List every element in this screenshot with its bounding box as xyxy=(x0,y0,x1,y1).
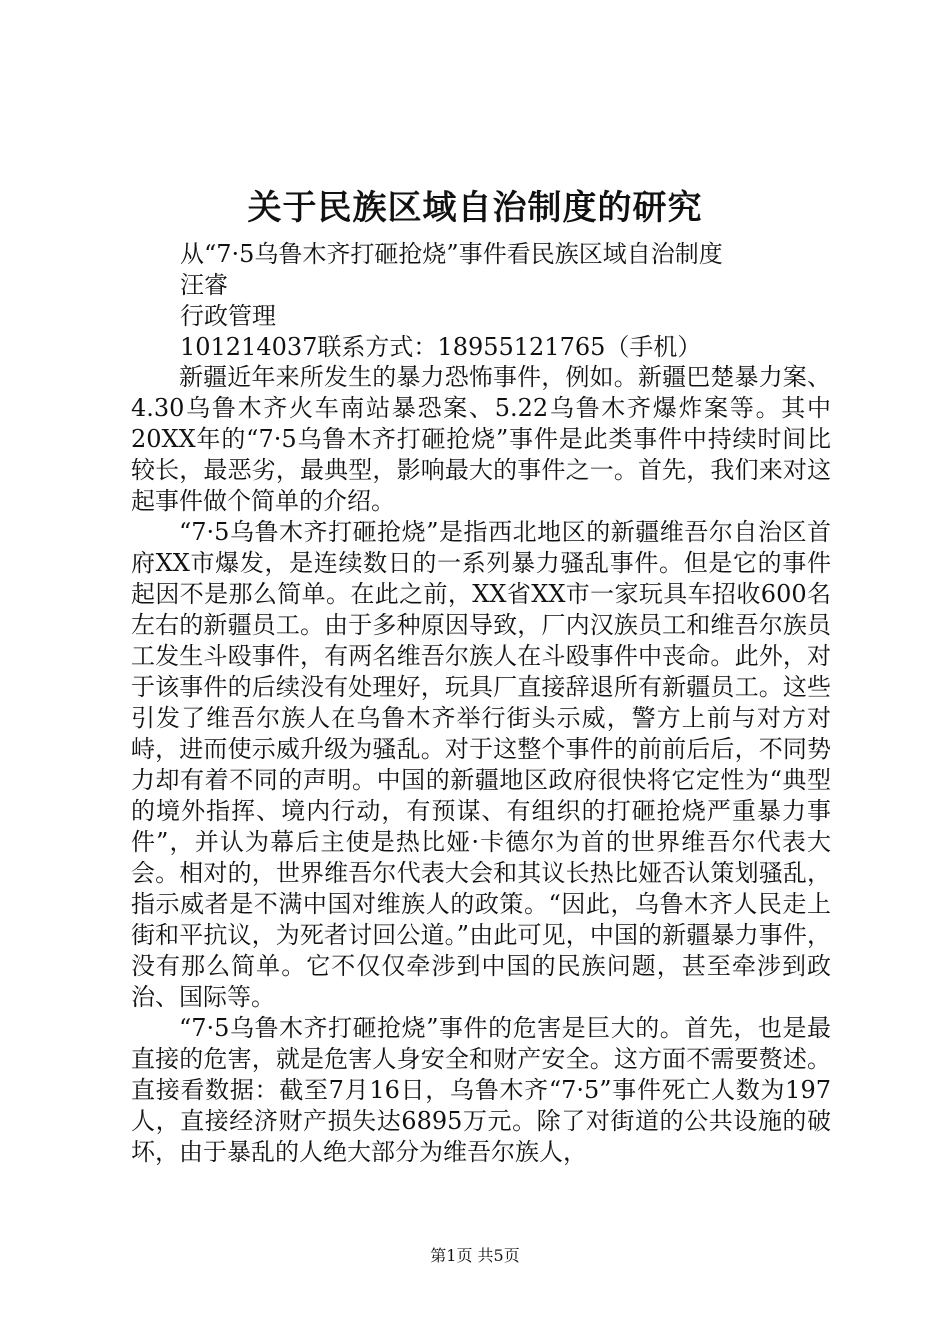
body-paragraph-2: “7·5乌鲁木齐打砸抢烧”是指西北地区的新疆维吾尔自治区首府XX市爆发，是连续数日的一系列暴力骚乱事件。但是它的事件起因不是那么简单。在此之前，XX省XX市一家玩具车招收600名左右的新疆员工。由于多种原因导致，厂内汉族员工和维吾尔族员工发生斗殴事件，有两名维吾尔族人在斗殴事件中丧命。此外，对于该事件的后续没有处理好，玩具厂直接辞退所有新疆员工。这些引发了维吾尔族人在乌鲁木齐举行街头示威，警方上前与对方对峙，进而使示威升级为骚乱。对于这整个事件的前前后后，不同势力却有着不同的声明。中国的新疆地区政府很快将它定性为“典型的境外指挥、境内行动，有预谋、有组织的打砸抢烧严重暴力事件”，并认为幕后主使是热比娅·卡德尔为首的世界维吾尔代表大会。相对的，世界维吾尔代表大会和其议长热比娅否认策划骚乱，指示威者是不满中国对维族人的政策。“因此，乌鲁木齐人民走上街和平抗议，为死者讨回公道。”由此可见，中国的新疆暴力事件，没有那么简单。它不仅仅牵涉到中国的民族问题，甚至牵涉到政治、国际等。 xyxy=(131,518,831,1011)
author-contact: 101214037联系方式：18955121765（手机） xyxy=(180,333,702,361)
body-paragraph-3: “7·5乌鲁木齐打砸抢烧”事件的危害是巨大的。首先，也是最直接的危害，就是危害人身安全和财产安全。这方面不需要赘述。直接看数据：截至7月16日，乌鲁木齐“7·5”事件死亡人数为197人，直接经济财产损失达6895万元。除了对街道的公共设施的破坏，由于暴乱的人绝大部分为维吾尔族人， xyxy=(131,1014,831,1166)
author-name: 汪睿 xyxy=(180,271,228,299)
author-major: 行政管理 xyxy=(180,302,276,330)
document-body xyxy=(131,362,831,1168)
body-paragraph-1: 新疆近年来所发生的暴力恐怖事件，例如。新疆巴楚暴力案、4.30乌鲁木齐火车南站暴恐案、5.22乌鲁木齐爆炸案等。其中20XX年的“7·5乌鲁木齐打砸抢烧”事件是此类事件中持续时间比较长，最恶劣，最典型，影响最大的事件之一。首先，我们来对这起事件做个简单的介绍。 xyxy=(131,363,831,515)
page-footer: 第1页 共5页 xyxy=(430,1246,520,1265)
document-subtitle: 从“7·5乌鲁木齐打砸抢烧”事件看民族区域自治制度 xyxy=(180,240,723,268)
document-title: 关于民族区域自治制度的研究 xyxy=(247,188,703,228)
